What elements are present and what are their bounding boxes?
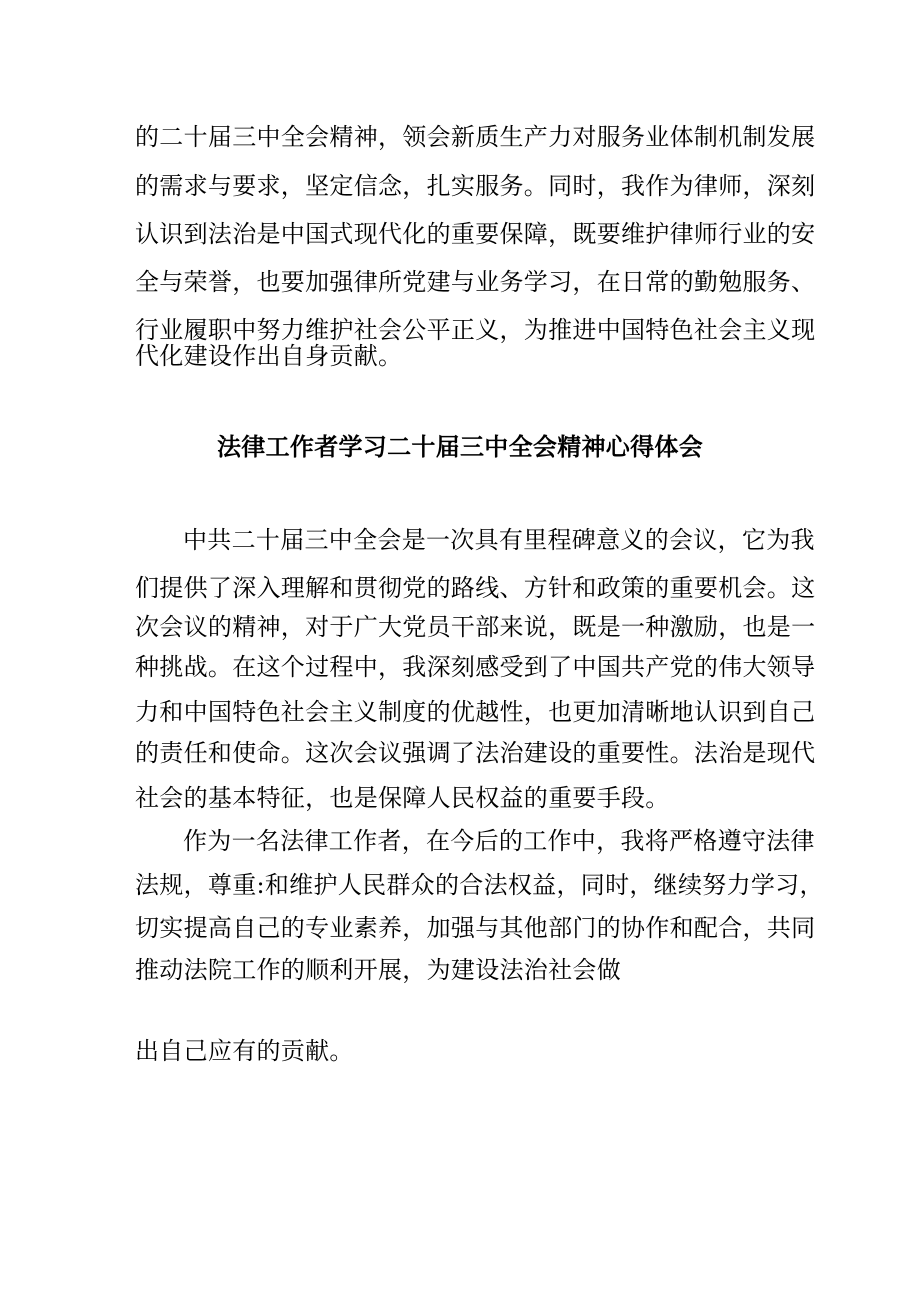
paragraph-line: 法规，尊重:和维护人民群众的合法权益，同时，继续努力学习， xyxy=(135,871,824,899)
paragraph-line: 认识到法治是中国式现代化的重要保障，既要维护律师行业的安 xyxy=(135,220,816,248)
paragraph-line: 力和中国特色社会主义制度的优越性，也更加清晰地认识到自己 xyxy=(135,698,816,726)
paragraph-line: 社会的基本特征，也是保障人民权益的重要手段。 xyxy=(135,784,670,812)
paragraph-line: 次会议的精神，对于广大党员干部来说，既是一种激励，也是一 xyxy=(135,613,816,641)
paragraph-line: 行业履职中努力维护社会公平正义，为推进中国特色社会主义现 xyxy=(135,316,816,344)
section-title: 法律工作者学习二十届三中全会精神心得体会 xyxy=(217,432,703,461)
paragraph-line: 的责任和使命。这次会议强调了法治建设的重要性。法治是现代 xyxy=(135,739,816,767)
paragraph-line: 的二十届三中全会精神，领会新质生产力对服务业体制机制发展 xyxy=(135,123,816,151)
paragraph-line: 作为一名法律工作者，在今后的工作中，我将严格遵守法律 xyxy=(183,827,815,855)
paragraph-line: 代化建设作出自身贡献。 xyxy=(135,342,403,370)
paragraph-line: 中共二十届三中全会是一次具有里程碑意义的会议，它为我 xyxy=(183,526,815,554)
paragraph-line: 的需求与要求，坚定信念，扎实服务。同时，我作为律师，深刻 xyxy=(135,172,816,200)
paragraph-line: 推动法院工作的顺利开展，为建设法治社会做 xyxy=(135,956,621,984)
paragraph-line: 全与荣誉，也要加强律所党建与业务学习，在日常的勤勉服务、 xyxy=(135,268,816,296)
paragraph-line: 们提供了深入理解和贯彻党的路线、方针和政策的重要机会。这 xyxy=(135,574,816,602)
paragraph-line: 切实提高自己的专业素养，加强与其他部门的协作和配合，共同 xyxy=(135,914,816,942)
paragraph-line: 种挑战。在这个过程中，我深刻感受到了中国共产党的伟大领导 xyxy=(135,653,816,681)
paragraph-line: 出自己应有的贡献。 xyxy=(135,1037,354,1065)
